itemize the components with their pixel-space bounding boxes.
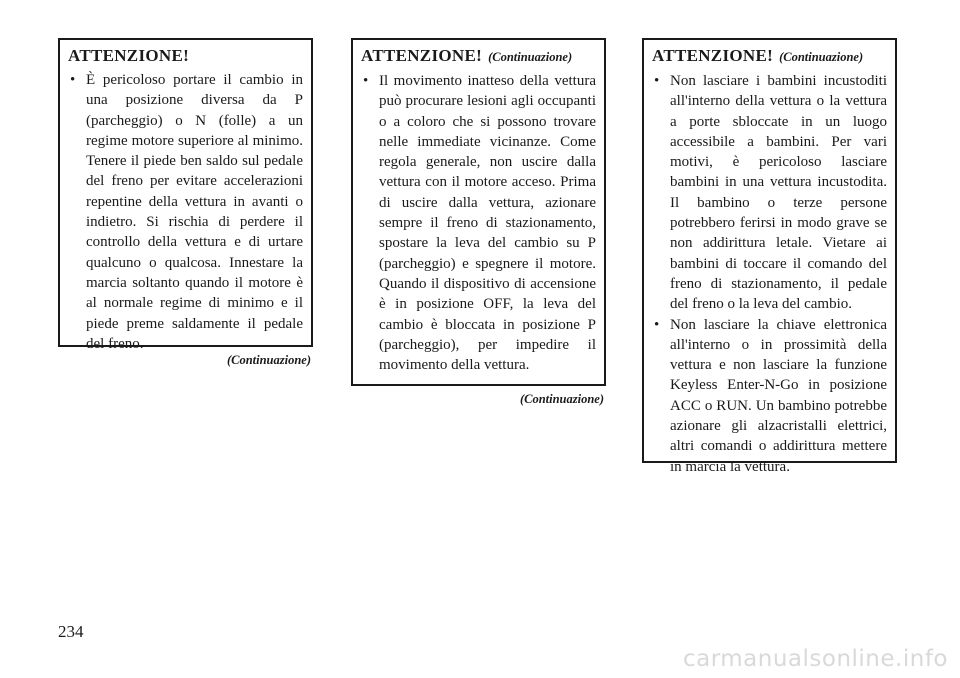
bullet-icon: • <box>363 73 369 89</box>
page-number: 234 <box>58 622 84 641</box>
warning-column-3 <box>642 38 897 475</box>
watermark: carmanualsonline.info <box>682 646 948 672</box>
warning-item-text: Non lasciare la chiave elettronica all'interno o in prossimità della vettura e non lasciare la funzione Keyless Enter-N-Go in posizione ACC o RUN. Un bambino potrebbe azionare gli alzacristalli elettrici, altri comandi o addirittura mettere in marcia la vettura. <box>670 316 887 475</box>
warning-list <box>68 70 303 354</box>
bullet-icon: • <box>654 316 660 333</box>
continuation-note: (Continuazione) <box>226 353 311 367</box>
warning-item <box>652 71 887 315</box>
warning-title <box>361 45 596 68</box>
bullet-icon: • <box>70 72 76 88</box>
warning-item <box>68 70 303 354</box>
warning-column-2 <box>351 38 606 407</box>
bullet-icon: • <box>654 73 660 89</box>
warning-list <box>361 71 596 375</box>
warning-item-text: Il movimento inatteso della vettura può procurare lesioni agli occupanti o a coloro che si possono trovare nelle immediate vicinanze. Come regola generale, non uscire dalla vettura con il motore acceso. Prima di uscire dalla vettura, azionare sempre il freno di stazionamento, spostare la leva del cambio su P (parcheggio) e spegnere il motore. Quando il dispositivo di accensione è in posizione OFF, la leva del cambio è bloccata in posizione P (parcheggio), per impedire il movimento della vettura. <box>379 73 596 374</box>
warning-column-1 <box>58 38 313 368</box>
warning-title-text: ATTENZIONE! <box>68 46 190 65</box>
title-continuation: (Continuazione) <box>488 50 573 64</box>
warning-item <box>652 315 887 477</box>
warning-item-text: È pericoloso portare il cambio in una posizione diversa da P (parcheggio) o N (folle) a un regime motore superiore al minimo. Tenere il piede ben saldo sul pedale del freno per evitare accelerazioni repentine della vettura in avanti o indietro. Si rischia di perdere il controllo della vettura e di urtare qualcuno o qualcosa. Innestare la marcia soltanto quando il motore è al normale regime di minimo e il piede preme saldamente il pedale del freno. <box>86 72 303 352</box>
continuation-note: (Continuazione) <box>519 392 604 406</box>
warning-title-text: ATTENZIONE! <box>361 46 483 65</box>
title-continuation: (Continuazione) <box>779 50 864 64</box>
warning-title <box>652 45 887 68</box>
warning-item <box>361 71 596 375</box>
warning-item-text: Non lasciare i bambini incustoditi all'interno della vettura o la vettura a porte sbloccate in un luogo accessibile a bambini. Per vari motivi, è pericoloso lasciare bambini in una vettura incustodita. Il bambino o terze persone potrebbero ferirsi in modo grave se non addirittura letale. Vietare ai bambini di toccare il comando del freno di stazionamento, il pedale del freno o la leva del cambio. <box>670 73 887 313</box>
warning-title <box>68 45 303 67</box>
warning-box-3 <box>642 38 897 475</box>
warning-box-2 <box>351 38 606 386</box>
warning-list <box>652 71 887 477</box>
warning-box-1 <box>58 38 313 352</box>
warning-title-text: ATTENZIONE! <box>652 46 774 65</box>
